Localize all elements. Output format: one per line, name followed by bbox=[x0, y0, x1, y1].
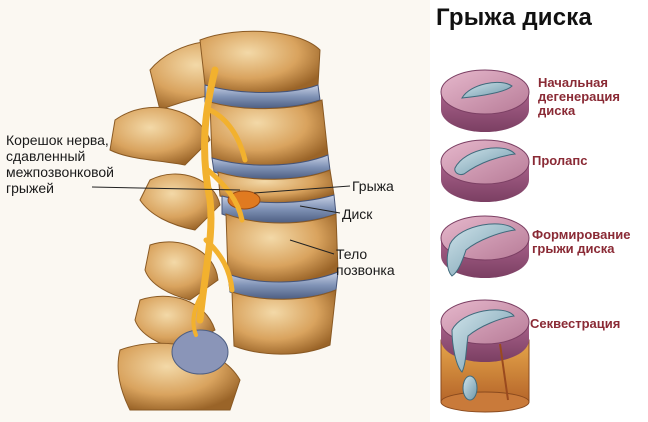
label-hernia: Грыжа bbox=[352, 178, 394, 194]
stage-label-sequestration: Секвестрация bbox=[530, 316, 621, 331]
stage-1-disc bbox=[441, 70, 529, 132]
stage-label-initial-degeneration: Начальная дегенерация диска bbox=[538, 75, 620, 118]
page-title: Грыжа диска bbox=[436, 4, 593, 31]
stage-label-hernia-formation: Формирование грыжи диска bbox=[532, 227, 631, 256]
vertebra-5 bbox=[232, 290, 336, 354]
label-disc: Диск bbox=[342, 206, 373, 222]
stage-4-disc bbox=[441, 300, 529, 412]
stage-diagrams bbox=[441, 70, 529, 412]
lower-disc bbox=[172, 330, 228, 374]
label-nerve-root: Корешок нерва, сдавленный межпозвонковой грыжей bbox=[6, 132, 115, 196]
vertebra-2 bbox=[210, 100, 328, 165]
vertebral-body bbox=[226, 214, 338, 282]
vertebra-1 bbox=[200, 31, 320, 92]
stage-3-disc bbox=[441, 216, 529, 278]
stage-2-disc bbox=[441, 140, 529, 202]
stage-label-prolapse: Пролапс bbox=[532, 153, 588, 168]
label-vertebral-body: Тело позвонка bbox=[336, 246, 395, 278]
